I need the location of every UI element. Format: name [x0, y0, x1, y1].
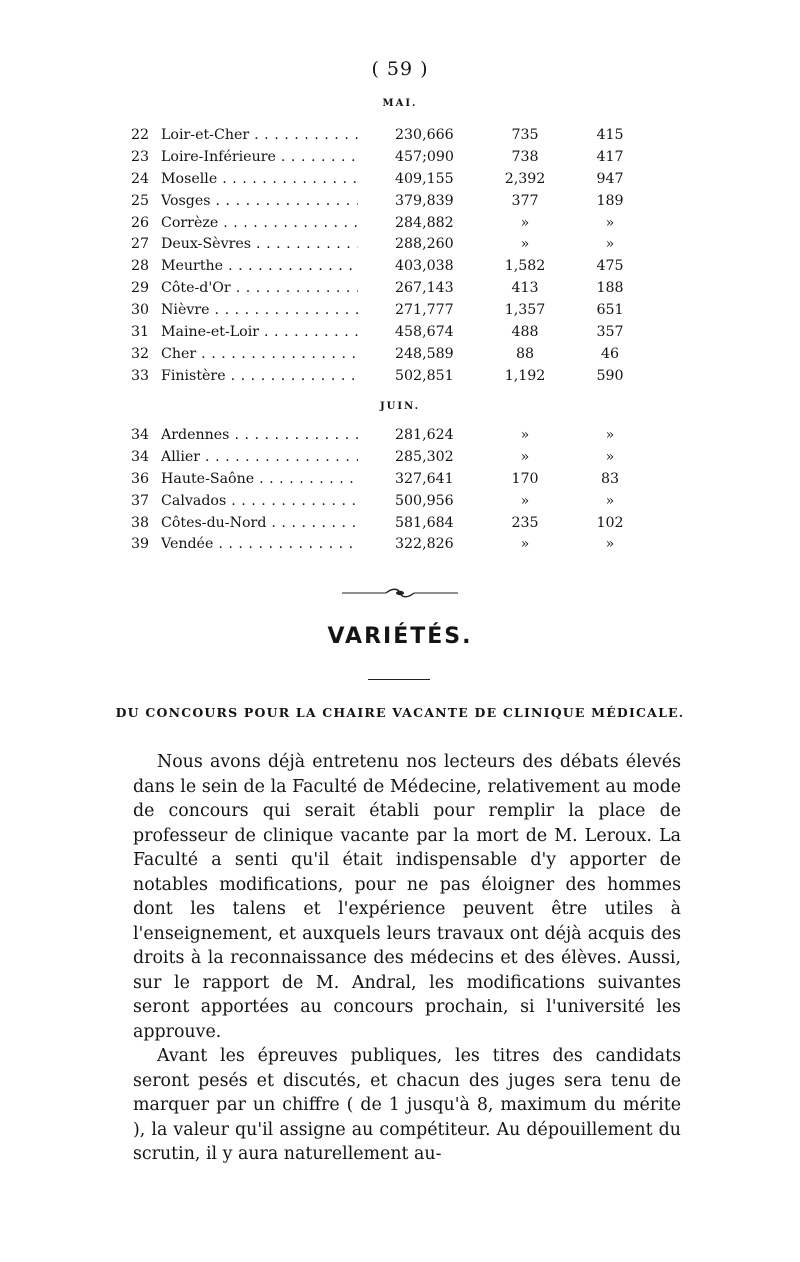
row-number: 34 — [131, 448, 150, 465]
table-row — [0, 469, 800, 491]
population-value: 403,038 — [395, 258, 454, 275]
table-row — [0, 147, 800, 169]
population-value: 271,777 — [395, 302, 454, 319]
department-name: Maine-et-Loir . . . — [161, 322, 358, 344]
population-value: 457;090 — [395, 148, 454, 165]
count-a: » — [520, 448, 530, 465]
count-b: 417 — [596, 148, 624, 165]
count-a: » — [520, 236, 530, 253]
statistics-table-juin — [0, 425, 800, 556]
count-a: 88 — [515, 345, 535, 362]
department-name: Calvados . . . — [161, 491, 358, 513]
row-number: 22 — [131, 127, 150, 143]
count-b: 102 — [596, 514, 624, 531]
count-b: 415 — [596, 127, 624, 143]
table-row — [0, 322, 800, 344]
department-name: Deux-Sèvres . . . — [161, 234, 358, 256]
month-heading-juin: JUIN. — [379, 401, 421, 412]
department-name: Meurthe . . . — [161, 256, 358, 278]
count-b: 357 — [596, 324, 624, 341]
table-row — [0, 213, 800, 235]
population-value: 502,851 — [395, 367, 454, 384]
population-value: 327,641 — [395, 470, 454, 487]
department-name: Loir-et-Cher . . . — [161, 125, 358, 147]
population-value: 285,302 — [395, 448, 454, 465]
department-name: Haute-Saône . . . — [161, 469, 358, 491]
row-number: 38 — [131, 514, 150, 531]
row-number: 37 — [131, 492, 150, 509]
population-value: 230,666 — [395, 127, 454, 143]
population-value: 458,674 — [395, 324, 454, 341]
count-b: 651 — [596, 302, 624, 319]
month-heading-mai: MAI. — [382, 98, 418, 109]
row-number: 36 — [131, 470, 150, 487]
count-a: » — [520, 427, 530, 443]
department-name: Finistère . . . — [161, 366, 358, 388]
table-row — [0, 169, 800, 191]
department-name: Vosges . . . — [161, 191, 358, 213]
row-number: 24 — [131, 170, 150, 187]
count-b: » — [605, 492, 615, 509]
count-a: 413 — [511, 280, 539, 297]
row-number: 39 — [131, 536, 150, 553]
count-b: » — [605, 448, 615, 465]
row-number: 30 — [131, 302, 150, 319]
count-a: 235 — [511, 514, 539, 531]
paragraph: Avant les épreuves publiques, les titres des candidats seront pesés et discutés, et chacun des juges sera tenu de marquer par un chiffre ( de 1 jusqu'à 8, maximum du mérite ), la valeur qu'il assigne au compétiteur. Au dépouillement du scrutin, il y aura naturellement au- — [133, 1046, 681, 1164]
row-number: 29 — [131, 280, 150, 297]
department-name: Côte-d'Or . . . — [161, 278, 358, 300]
department-name: Moselle . . . — [161, 169, 358, 191]
statistics-table-mai — [0, 125, 800, 388]
count-a: 377 — [511, 192, 539, 209]
article-body — [133, 750, 681, 1167]
table-row — [0, 191, 800, 213]
department-name: Côtes-du-Nord . . . — [161, 513, 358, 535]
table-row — [0, 513, 800, 535]
article-heading: DU CONCOURS POUR LA CHAIRE VACANTE DE CLINIQUE MÉDICALE. — [115, 705, 685, 720]
count-a: » — [520, 536, 530, 553]
row-number: 32 — [131, 345, 150, 362]
count-b: 475 — [596, 258, 624, 275]
page-number: ( 59 ) — [371, 58, 429, 80]
count-a: 1,192 — [504, 367, 546, 384]
table-row — [0, 447, 800, 469]
count-a: 1,582 — [504, 258, 546, 275]
table-row — [0, 366, 800, 388]
department-name: Allier . . . — [161, 447, 358, 469]
population-value: 322,826 — [395, 536, 454, 553]
department-name: Cher . . . — [161, 344, 358, 366]
row-number: 34 — [131, 427, 150, 443]
table-row — [0, 491, 800, 513]
ornament-divider — [340, 586, 460, 600]
department-name: Loire-Inférieure . . . — [161, 147, 358, 169]
row-number: 33 — [131, 367, 150, 384]
count-a: » — [520, 492, 530, 509]
table-row — [0, 534, 800, 556]
table-row — [0, 278, 800, 300]
count-b: 46 — [600, 345, 620, 362]
table-row — [0, 425, 800, 447]
count-b: » — [605, 214, 615, 231]
count-b: 189 — [596, 192, 624, 209]
paragraph: Nous avons déjà entretenu nos lecteurs des débats élevés dans le sein de la Faculté de Médecine, relativement au mode de concours qui serait établi pour remplir la place de professeur de clinique vacante par la mort de M. Leroux. La Faculté a senti qu'il était indispensable d'y apporter de notables modifications, pour ne pas éloigner des hommes dont les talens et l'expérience peuvent être utiles à l'enseignement, et auxquels leurs travaux ont déjà acquis des droits à la reconnaissance des médecins et des élèves. Aussi, sur le rapport de M. Andral, les modifications suivantes seront apportées au concours prochain, si l'université les approuve. — [133, 752, 681, 1042]
table-row — [0, 300, 800, 322]
department-name: Ardennes . . . — [161, 425, 358, 447]
section-title: VARIÉTÉS. — [327, 624, 473, 649]
row-number: 26 — [131, 214, 150, 231]
row-number: 25 — [131, 192, 150, 209]
table-row — [0, 344, 800, 366]
department-name: Nièvre . . . — [161, 300, 358, 322]
count-b: 590 — [596, 367, 624, 384]
population-value: 267,143 — [395, 280, 454, 297]
title-rule — [368, 679, 430, 680]
count-a: 170 — [511, 470, 539, 487]
population-value: 500,956 — [395, 492, 454, 509]
count-b: 188 — [596, 280, 624, 297]
table-row — [0, 256, 800, 278]
count-a: 735 — [511, 127, 539, 143]
count-b: 947 — [596, 170, 624, 187]
count-a: 2,392 — [504, 170, 546, 187]
population-value: 409,155 — [395, 170, 454, 187]
row-number: 23 — [131, 148, 150, 165]
row-number: 28 — [131, 258, 150, 275]
department-name: Vendée . . . — [161, 534, 358, 556]
table-row — [0, 125, 800, 147]
population-value: 288,260 — [395, 236, 454, 253]
row-number: 27 — [131, 236, 150, 253]
table-row — [0, 234, 800, 256]
count-a: 488 — [511, 324, 539, 341]
count-b: » — [605, 427, 615, 443]
count-b: 83 — [600, 470, 620, 487]
row-number: 31 — [131, 324, 150, 341]
population-value: 281,624 — [395, 427, 454, 443]
count-a: 1,357 — [504, 302, 546, 319]
count-a: » — [520, 214, 530, 231]
count-b: » — [605, 536, 615, 553]
count-a: 738 — [511, 148, 539, 165]
department-name: Corrèze . . . — [161, 213, 358, 235]
population-value: 379,839 — [395, 192, 454, 209]
population-value: 581,684 — [395, 514, 454, 531]
population-value: 248,589 — [395, 345, 454, 362]
population-value: 284,882 — [395, 214, 454, 231]
count-b: » — [605, 236, 615, 253]
